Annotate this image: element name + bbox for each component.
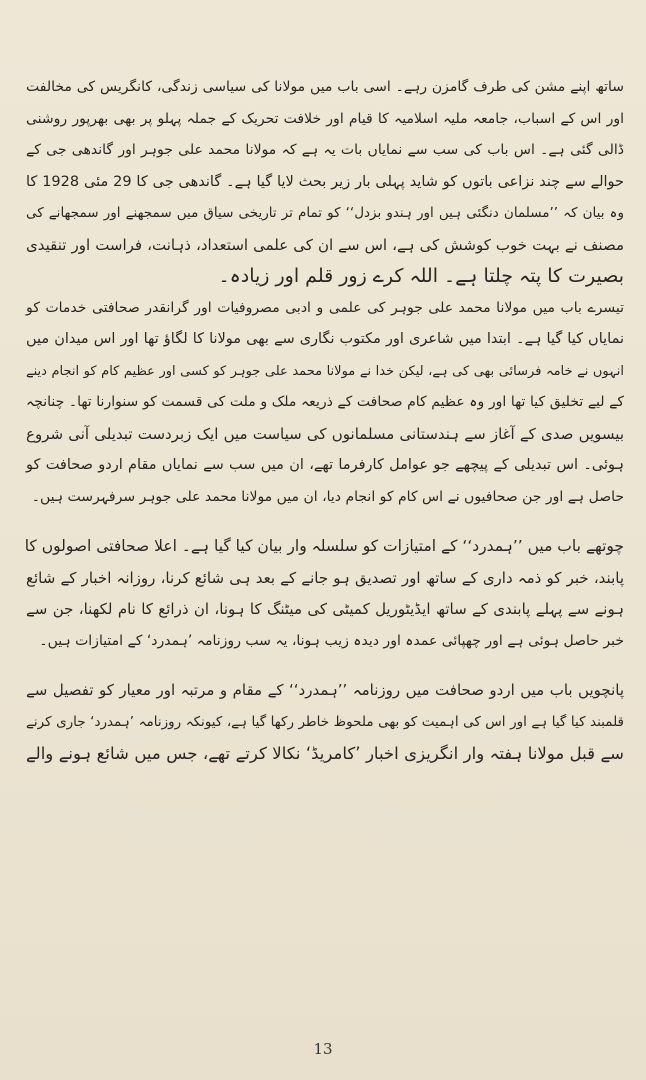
text-line: وہ بیان کہ ’’مسلمان دنگئی ہیں اور ہندو بزدل‘‘ کو تمام تر تاریخی سیاق میں سمجھنے اور سمجھانے کی (26, 205, 624, 221)
paragraph-gap (26, 657, 624, 675)
text-line: چوتھے باب میں ’’ہمدرد‘‘ کے امتیازات کو سلسلہ وار بیان کیا گیا ہے۔ اعلا صحافتی اصولوں کا (24, 537, 624, 555)
text-line: ہونے سے پہلے پابندی کے ساتھ ایڈیٹوریل کمیٹی کی میٹنگ کا ہونا، ان ذرائع کا نام لکھنا، جن سے (26, 600, 624, 618)
paragraph-3 (26, 531, 624, 657)
text-line: نمایاں کیا گیا ہے۔ ابتدا میں شاعری اور مکتوب نگاری سے بھی مولانا کا لگاؤ تھا اور اس میدان میں (26, 331, 624, 347)
text-line: اور اس کے اسباب، جامعہ ملیہ اسلامیہ کا قیام اور خلافت تحریک کے جملہ پہلو پر بھی بھرپور روشنی (26, 110, 624, 127)
text-line: کے لیے تخلیق کیا تھا اور وہ عظیم کام صحافت کے ذریعہ ملک و ملت کی قسمت کو سنوارنا تھا۔ چنانچہ (26, 394, 624, 410)
text-line: پانچویں باب میں اردو صحافت میں روزنامہ ’’ہمدرد‘‘ کے مقام و مرتبہ اور معیار کو تفصیل سے (26, 681, 624, 699)
text-line: ہوئی۔ اس تبدیلی کے پیچھے جو عوامل کارفرما تھے، ان میں سب سے نمایاں مقام اردو صحافت کو (26, 457, 624, 473)
text-line: پابند، خبر کو ذمہ داری کے ساتھ اور تصدیق ہو جانے کے بعد ہی شائع کرنا، روزانہ اخبار کے شائع (26, 568, 624, 587)
text-line: تیسرے باب میں مولانا محمد علی جوہر کی علمی و ادبی مصروفیات اور گرانقدر صحافتی خدمات کو (26, 299, 624, 316)
text-line: سے قبل مولانا ہفتہ وار انگریزی اخبار ’کامریڈ‘ نکالا کرتے تھے، جس میں شائع ہونے والے (26, 744, 624, 763)
paragraph-2 (26, 293, 624, 514)
text-line: مصنف نے بہت خوب کوشش کی ہے، اس سے ان کی علمی استعداد، ذہانت، فراست اور تنقیدی (26, 235, 624, 254)
text-line: بصیرت کا پتہ چلتا ہے۔ اللہ کرے زور قلم اور زیادہ۔ (218, 265, 624, 287)
text-line: حوالے سے چند نزاعی باتوں کو شاید پہلی بار زیر بحث لایا گیا ہے۔ گاندھی جی کا 29 مئی 1928 کا (26, 173, 624, 190)
text-line: خبر حاصل ہوئی ہے اور چھپائی عمدہ اور دیدہ زیب ہونا، یہ سب روزنامہ ’ہمدرد‘ کے امتیازات ہیں۔ (39, 632, 624, 649)
paragraph-gap (26, 513, 624, 531)
text-line: بیسویں صدی کے آغاز سے ہندستانی مسلمانوں کی سیاست میں ایک زبردست تبدیلی آنی شروع (26, 424, 624, 443)
text-line: حاصل ہے اور جن صحافیوں نے اس کام کو انجام دیا، ان میں مولانا محمد علی جوہر سرفہرست ہیں۔ (31, 488, 624, 505)
text-line: انہوں نے خامہ فرسائی بھی کی ہے، لیکن خدا نے مولانا محمد علی جوہر کو کسی اور عظیم کام کو انجام دینے (26, 363, 624, 379)
text-line: ڈالی گئی ہے۔ اس باب کی سب سے نمایاں بات یہ ہے کہ مولانا محمد علی جوہر اور گاندھی جی کے (26, 142, 624, 158)
paragraph-4 (26, 675, 624, 770)
text-line: ساتھ اپنے مشن کی طرف گامزن رہے۔ اسی باب میں مولانا کی سیاسی زندگی، کانگریس کی مخالفت (26, 79, 624, 95)
body-text (26, 72, 624, 770)
page-number: 13 (313, 1040, 333, 1058)
text-line: قلمبند کیا گیا ہے اور اس کی اہمیت کو بھی ملحوظ خاطر رکھا گیا ہے، کیونکہ روزنامہ ’ہمدرد‘ جاری کرنے (26, 713, 624, 730)
paragraph-1 (26, 72, 624, 293)
